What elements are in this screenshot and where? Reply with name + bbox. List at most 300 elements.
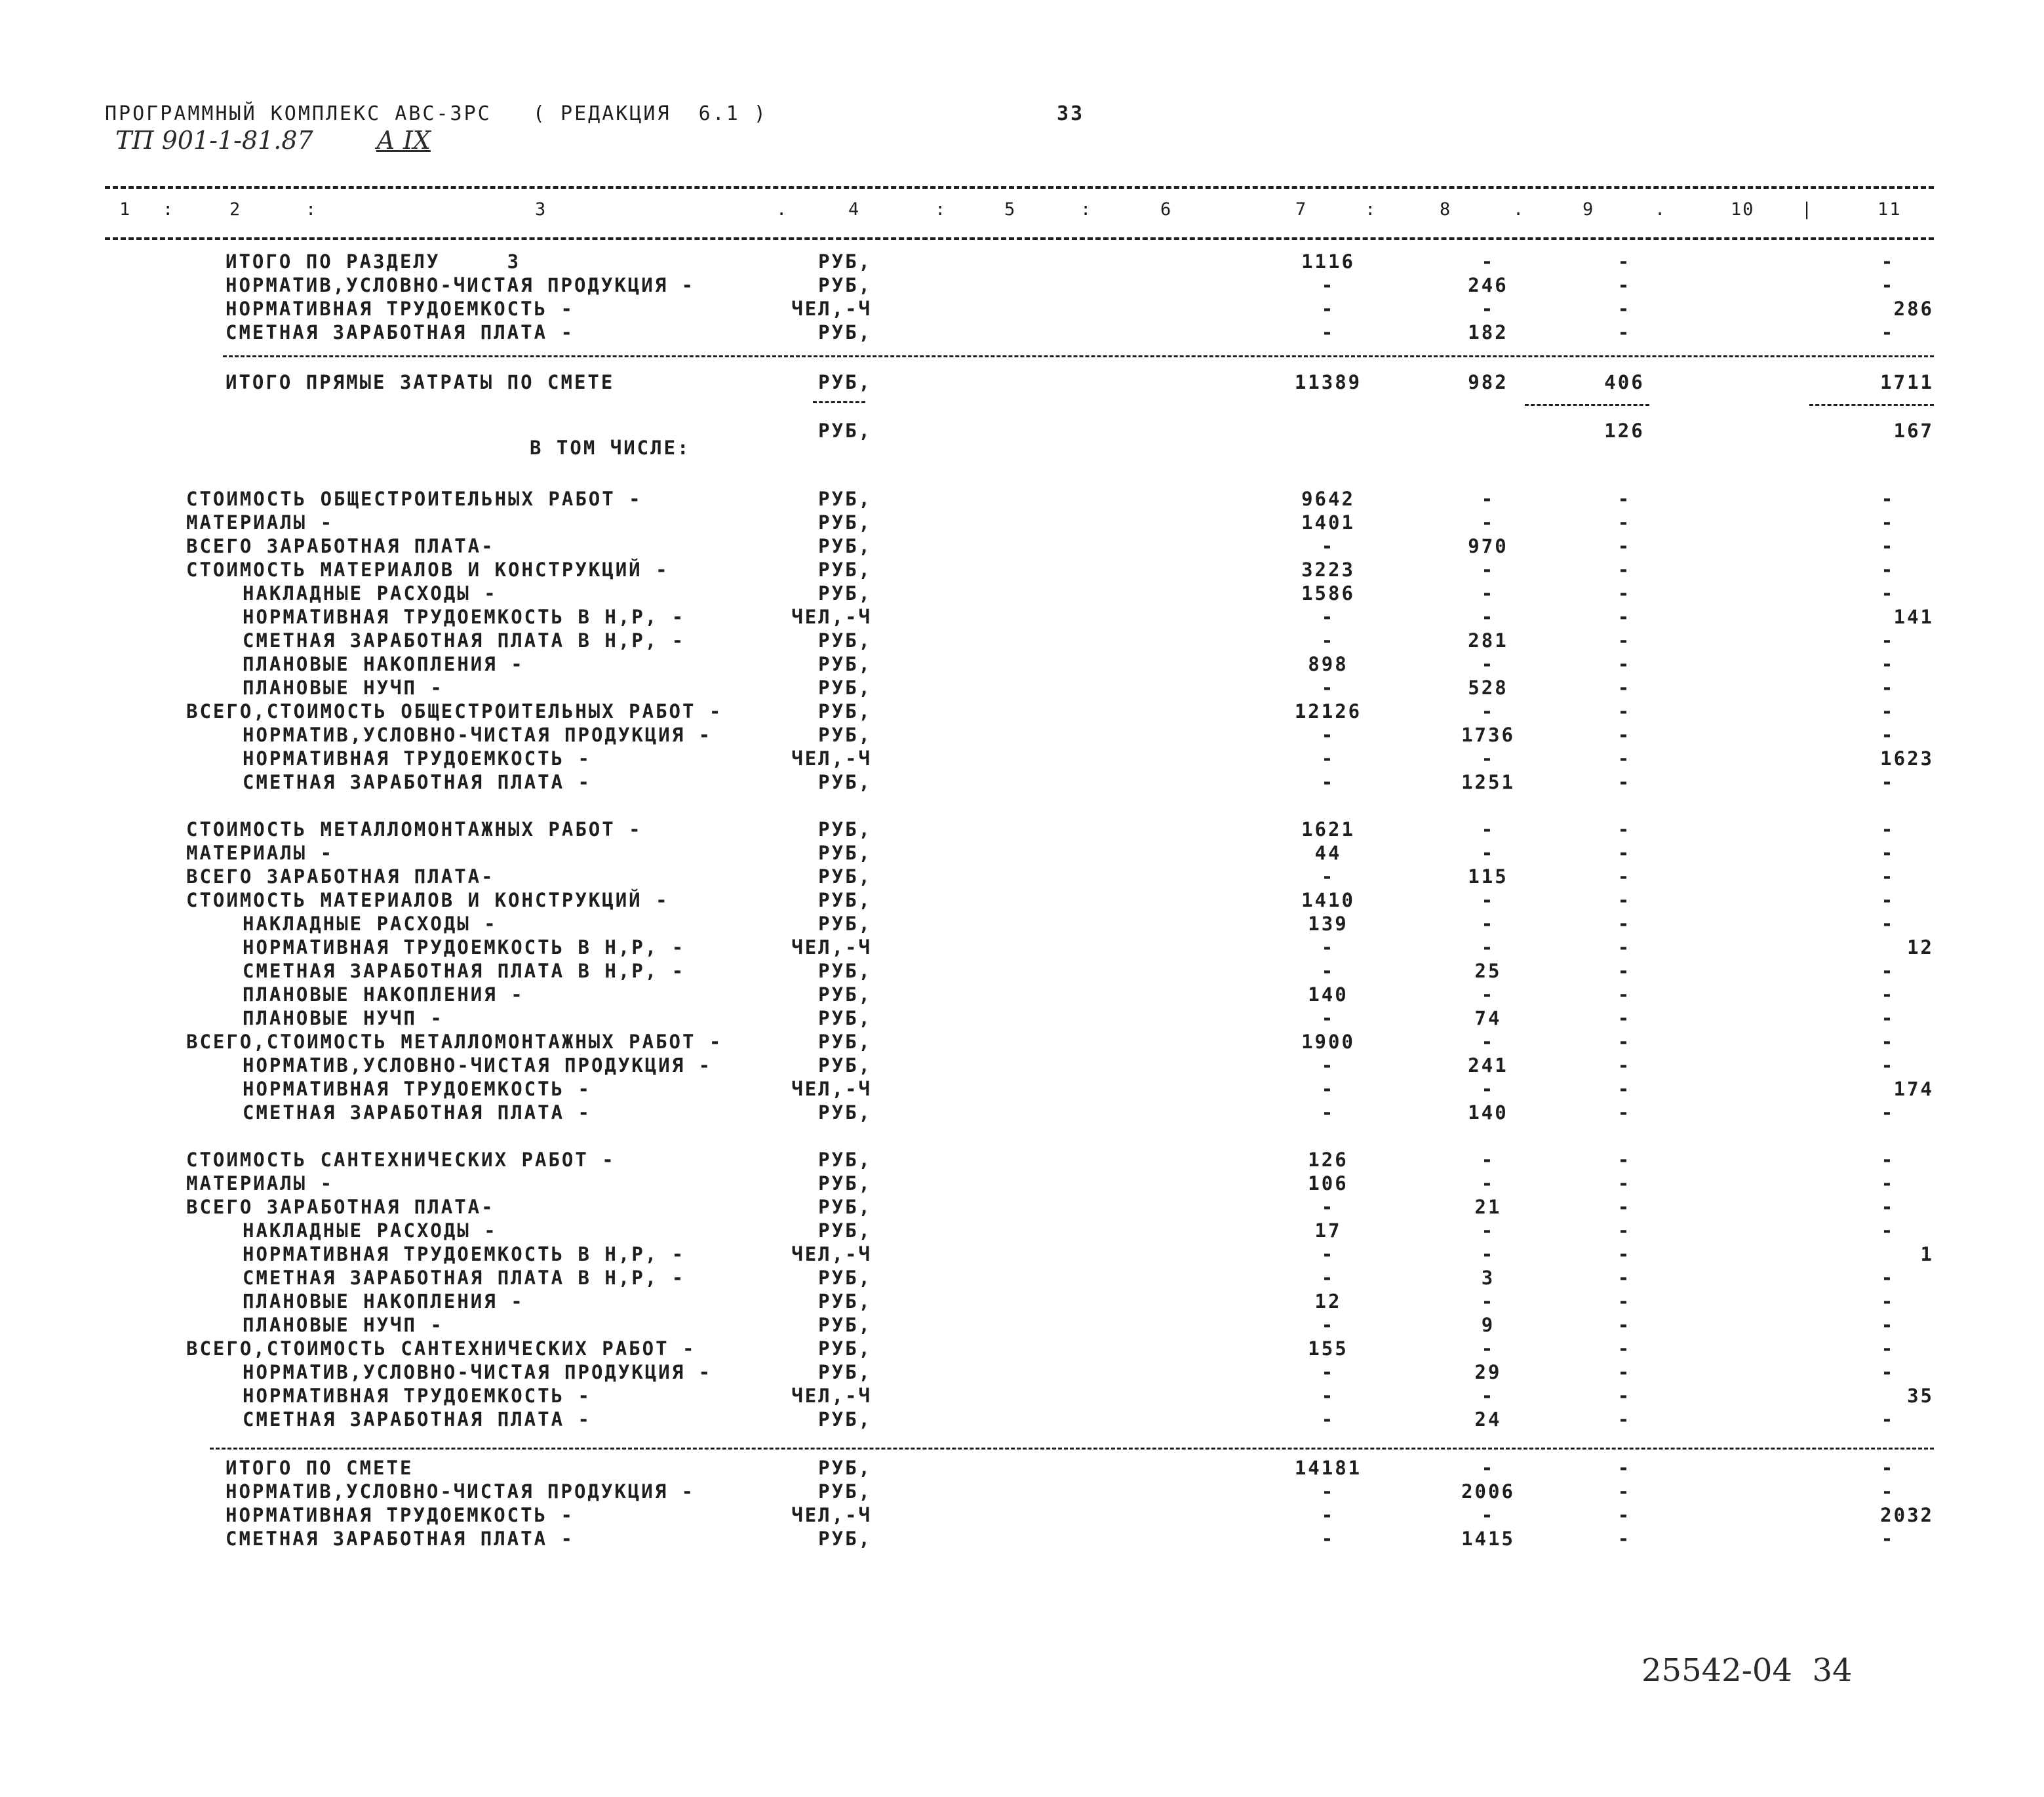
col9-value: - bbox=[1617, 629, 1632, 652]
col7-value: - bbox=[1321, 1385, 1335, 1407]
col8-value: - bbox=[1481, 913, 1495, 935]
col7-value: - bbox=[1321, 629, 1335, 652]
row-unit: РУБ, bbox=[818, 865, 872, 888]
row-label: МАТЕРИАЛЫ - bbox=[186, 1172, 334, 1195]
col9-value: 126 bbox=[1604, 420, 1645, 442]
col9-value: - bbox=[1617, 960, 1632, 982]
col7-value: - bbox=[1321, 677, 1335, 699]
row-label: НОРМАТИВНАЯ ТРУДОЕМКОСТЬ В Н,Р, - bbox=[243, 1243, 686, 1265]
col11-value: - bbox=[1881, 1480, 1895, 1503]
col8-value: 29 bbox=[1474, 1361, 1502, 1383]
column-header-cell: : bbox=[935, 199, 947, 220]
col7-value: 11389 bbox=[1294, 371, 1362, 393]
row-label: НОРМАТИВНАЯ ТРУДОЕМКОСТЬ - bbox=[243, 1078, 591, 1100]
col8-value: - bbox=[1481, 1290, 1495, 1313]
col11-value: - bbox=[1881, 1361, 1895, 1383]
col11-value: - bbox=[1881, 653, 1895, 675]
row-label: СМЕТНАЯ ЗАРАБОТНАЯ ПЛАТА - bbox=[226, 321, 574, 344]
row-label: НОРМАТИВ,УСЛОВНО-ЧИСТАЯ ПРОДУКЦИЯ - bbox=[243, 724, 713, 746]
col7-value: 1586 bbox=[1301, 582, 1355, 604]
col7-value: - bbox=[1321, 724, 1335, 746]
col7-value: 12 bbox=[1314, 1290, 1342, 1313]
column-header-cell: 4 bbox=[848, 199, 861, 220]
top-rule bbox=[105, 186, 1934, 189]
row-label: ВСЕГО ЗАРАБОТНАЯ ПЛАТА- bbox=[186, 1196, 495, 1218]
row-label: НАКЛАДНЫЕ РАСХОДЫ - bbox=[243, 913, 498, 935]
col9-value: - bbox=[1617, 913, 1632, 935]
row-unit: РУБ, bbox=[818, 1149, 872, 1171]
col9-value: - bbox=[1617, 535, 1632, 557]
col9-value: - bbox=[1617, 250, 1632, 273]
col8-value: - bbox=[1481, 511, 1495, 534]
col11-value: - bbox=[1881, 1101, 1895, 1124]
col11-value: 35 bbox=[1907, 1385, 1934, 1407]
row-label: СМЕТНАЯ ЗАРАБОТНАЯ ПЛАТА - bbox=[243, 1408, 591, 1431]
col7-value: - bbox=[1321, 1408, 1335, 1431]
col8-value: 246 bbox=[1468, 274, 1508, 296]
col11-value: - bbox=[1881, 1528, 1895, 1550]
col8-value: - bbox=[1481, 1078, 1495, 1100]
row-label: ПЛАНОВЫЕ НУЧП - bbox=[243, 1314, 444, 1336]
row-label: НОРМАТИВНАЯ ТРУДОЕМКОСТЬ В Н,Р, - bbox=[243, 936, 686, 958]
col8-value: - bbox=[1481, 1031, 1495, 1053]
col11-value: - bbox=[1881, 1172, 1895, 1195]
row-unit: РУБ, bbox=[818, 818, 872, 840]
col8-value: - bbox=[1481, 606, 1495, 628]
row-label: СТОИМОСТЬ МЕТАЛЛОМОНТАЖНЫХ РАБОТ - bbox=[186, 818, 642, 840]
col8-value: - bbox=[1481, 1219, 1495, 1242]
row-unit: ЧЕЛ,-Ч bbox=[791, 1078, 872, 1100]
col8-value: 1251 bbox=[1461, 771, 1515, 793]
row-unit: РУБ, bbox=[818, 511, 872, 534]
row-unit: РУБ, bbox=[818, 321, 872, 344]
col7-value: - bbox=[1321, 771, 1335, 793]
col11-value: - bbox=[1881, 1031, 1895, 1053]
col7-value: - bbox=[1321, 298, 1335, 320]
col9-value: - bbox=[1617, 298, 1632, 320]
row-unit: РУБ, bbox=[818, 1480, 872, 1503]
row-unit: РУБ, bbox=[818, 724, 872, 746]
row-unit: РУБ, bbox=[818, 371, 872, 393]
program-title: ПРОГРАММНЫЙ КОМПЛЕКС АВС-3РС ( РЕДАКЦИЯ 6.1 ) bbox=[105, 102, 768, 125]
col9-value: - bbox=[1617, 771, 1632, 793]
col9-value: - bbox=[1617, 1480, 1632, 1503]
row-unit: РУБ, bbox=[818, 250, 872, 273]
row-label: СМЕТНАЯ ЗАРАБОТНАЯ ПЛАТА - bbox=[243, 1101, 591, 1124]
col9-value: - bbox=[1617, 606, 1632, 628]
col11-value: - bbox=[1881, 1196, 1895, 1218]
col9-value: - bbox=[1617, 889, 1632, 911]
row-unit: РУБ, bbox=[818, 1361, 872, 1383]
col8-value: 1415 bbox=[1461, 1528, 1515, 1550]
col8-value: - bbox=[1481, 488, 1495, 510]
row-label: СМЕТНАЯ ЗАРАБОТНАЯ ПЛАТА - bbox=[243, 771, 591, 793]
column-header-cell: 11 bbox=[1877, 199, 1902, 220]
row-label: ВСЕГО ЗАРАБОТНАЯ ПЛАТА- bbox=[186, 535, 495, 557]
col8-value: 74 bbox=[1474, 1007, 1502, 1029]
col11-value: - bbox=[1881, 535, 1895, 557]
row-label: НАКЛАДНЫЕ РАСХОДЫ - bbox=[243, 582, 498, 604]
row-label: ПЛАНОВЫЕ НУЧП - bbox=[243, 1007, 444, 1029]
row-unit: РУБ, bbox=[818, 1196, 872, 1218]
col7-value: - bbox=[1321, 865, 1335, 888]
col8-value: 25 bbox=[1474, 960, 1502, 982]
row-unit: РУБ, bbox=[818, 1337, 872, 1360]
col9-value: - bbox=[1617, 1290, 1632, 1313]
col7-value: 898 bbox=[1308, 653, 1348, 675]
row-label: ВСЕГО,СТОИМОСТЬ ОБЩЕСТРОИТЕЛЬНЫХ РАБОТ - bbox=[186, 700, 723, 722]
col9-value: - bbox=[1617, 653, 1632, 675]
col11-value: - bbox=[1881, 1290, 1895, 1313]
row-unit: ЧЕЛ,-Ч bbox=[791, 606, 872, 628]
col9-value: - bbox=[1617, 1504, 1632, 1526]
col11-value: - bbox=[1881, 771, 1895, 793]
col11-value: 12 bbox=[1907, 936, 1934, 958]
col7-value: 1401 bbox=[1301, 511, 1355, 534]
column-header-cell: | bbox=[1801, 199, 1814, 220]
subheading: В ТОМ ЧИСЛЕ: bbox=[530, 437, 691, 459]
col7-value: - bbox=[1321, 1267, 1335, 1289]
col11-value: - bbox=[1881, 1337, 1895, 1360]
column-header-cell: 9 bbox=[1582, 199, 1595, 220]
col7-value: - bbox=[1321, 535, 1335, 557]
row-label: ВСЕГО,СТОИМОСТЬ МЕТАЛЛОМОНТАЖНЫХ РАБОТ - bbox=[186, 1031, 723, 1053]
col8-value: - bbox=[1481, 700, 1495, 722]
col11-value: - bbox=[1881, 629, 1895, 652]
column-header-cell: 8 bbox=[1440, 199, 1452, 220]
column-header-cell: 1 bbox=[119, 199, 132, 220]
underline-col11 bbox=[1809, 404, 1934, 406]
row-unit: РУБ, bbox=[818, 582, 872, 604]
row-unit: РУБ, bbox=[818, 771, 872, 793]
row-unit: РУБ, bbox=[818, 700, 872, 722]
col8-value: - bbox=[1481, 1172, 1495, 1195]
row-unit: ЧЕЛ,-Ч bbox=[791, 1385, 872, 1407]
col11-value: - bbox=[1881, 321, 1895, 344]
col9-value: - bbox=[1617, 321, 1632, 344]
row-label: НОРМАТИВ,УСЛОВНО-ЧИСТАЯ ПРОДУКЦИЯ - bbox=[226, 274, 696, 296]
col7-value: - bbox=[1321, 1007, 1335, 1029]
col8-value: - bbox=[1481, 250, 1495, 273]
col11-value: - bbox=[1881, 1149, 1895, 1171]
col9-value: - bbox=[1617, 1101, 1632, 1124]
row-unit: РУБ, bbox=[818, 889, 872, 911]
col11-value: - bbox=[1881, 250, 1895, 273]
col7-value: - bbox=[1321, 1078, 1335, 1100]
row-label: СМЕТНАЯ ЗАРАБОТНАЯ ПЛАТА В Н,Р, - bbox=[243, 629, 686, 652]
row-label: ПЛАНОВЫЕ НАКОПЛЕНИЯ - bbox=[243, 1290, 524, 1313]
col8-value: 982 bbox=[1468, 371, 1508, 393]
col8-value: - bbox=[1481, 1457, 1495, 1479]
col7-value: - bbox=[1321, 936, 1335, 958]
col11-value: - bbox=[1881, 889, 1895, 911]
col7-value: - bbox=[1321, 960, 1335, 982]
col7-value: - bbox=[1321, 1054, 1335, 1076]
col11-value: - bbox=[1881, 1219, 1895, 1242]
col11-value: - bbox=[1881, 818, 1895, 840]
col9-value: - bbox=[1617, 559, 1632, 581]
col8-value: - bbox=[1481, 983, 1495, 1006]
column-header-cell: 6 bbox=[1160, 199, 1173, 220]
row-unit: ЧЕЛ,-Ч bbox=[791, 298, 872, 320]
col7-value: - bbox=[1321, 1243, 1335, 1265]
col11-value: 1 bbox=[1920, 1243, 1934, 1265]
row-unit: РУБ, bbox=[818, 913, 872, 935]
column-header-cell: : bbox=[1080, 199, 1093, 220]
page-number: 33 bbox=[1057, 102, 1085, 125]
row-unit: РУБ, bbox=[818, 1528, 872, 1550]
col8-value: 21 bbox=[1474, 1196, 1502, 1218]
col8-value: - bbox=[1481, 582, 1495, 604]
row-label: ПЛАНОВЫЕ НУЧП - bbox=[243, 677, 444, 699]
col9-value: - bbox=[1617, 724, 1632, 746]
col11-value: - bbox=[1881, 724, 1895, 746]
row-unit: РУБ, bbox=[818, 629, 872, 652]
row-unit: РУБ, bbox=[818, 960, 872, 982]
col9-value: - bbox=[1617, 1078, 1632, 1100]
col11-value: - bbox=[1881, 582, 1895, 604]
row-label: СТОИМОСТЬ МАТЕРИАЛОВ И КОНСТРУКЦИЙ - bbox=[186, 559, 669, 581]
col7-value: - bbox=[1321, 321, 1335, 344]
row-unit: РУБ, bbox=[818, 1267, 872, 1289]
col11-value: - bbox=[1881, 1007, 1895, 1029]
col9-value: - bbox=[1617, 274, 1632, 296]
col8-value: 241 bbox=[1468, 1054, 1508, 1076]
row-label: НОРМАТИВНАЯ ТРУДОЕМКОСТЬ - bbox=[226, 298, 574, 320]
col9-value: - bbox=[1617, 1031, 1632, 1053]
col7-value: 155 bbox=[1308, 1337, 1348, 1360]
row-unit: РУБ, bbox=[818, 1031, 872, 1053]
col8-value: 1736 bbox=[1461, 724, 1515, 746]
column-header-cell: 3 bbox=[535, 199, 547, 220]
row-label: ВСЕГО ЗАРАБОТНАЯ ПЛАТА- bbox=[186, 865, 495, 888]
column-header-cell: . bbox=[1655, 199, 1667, 220]
col9-value: - bbox=[1617, 1149, 1632, 1171]
col8-value: - bbox=[1481, 842, 1495, 864]
col11-value: - bbox=[1881, 700, 1895, 722]
col11-value: 141 bbox=[1893, 606, 1934, 628]
col7-value: - bbox=[1321, 1196, 1335, 1218]
col8-value: 115 bbox=[1468, 865, 1508, 888]
col7-value: 126 bbox=[1308, 1149, 1348, 1171]
col8-value: 3 bbox=[1481, 1267, 1495, 1289]
col11-value: 2032 bbox=[1880, 1504, 1934, 1526]
col11-value: - bbox=[1881, 1457, 1895, 1479]
col11-value: - bbox=[1881, 865, 1895, 888]
col8-value: - bbox=[1481, 1149, 1495, 1171]
col7-value: - bbox=[1321, 1480, 1335, 1503]
col7-value: 17 bbox=[1314, 1219, 1342, 1242]
col11-value: - bbox=[1881, 1314, 1895, 1336]
col11-value: - bbox=[1881, 559, 1895, 581]
col9-value: - bbox=[1617, 1408, 1632, 1431]
col9-value: - bbox=[1617, 1054, 1632, 1076]
row-unit: РУБ, bbox=[818, 1314, 872, 1336]
row-unit: РУБ, bbox=[818, 677, 872, 699]
col11-value: - bbox=[1881, 677, 1895, 699]
row-unit: РУБ, bbox=[818, 1290, 872, 1313]
row-unit: РУБ, bbox=[818, 535, 872, 557]
row-label: НАКЛАДНЫЕ РАСХОДЫ - bbox=[243, 1219, 498, 1242]
col9-value: - bbox=[1617, 1337, 1632, 1360]
col7-value: 9642 bbox=[1301, 488, 1355, 510]
row-label: СТОИМОСТЬ МАТЕРИАЛОВ И КОНСТРУКЦИЙ - bbox=[186, 889, 669, 911]
row-unit: РУБ, bbox=[818, 1219, 872, 1242]
col9-value: - bbox=[1617, 1219, 1632, 1242]
row-unit: РУБ, bbox=[818, 653, 872, 675]
col9-value: - bbox=[1617, 1172, 1632, 1195]
col7-value: 140 bbox=[1308, 983, 1348, 1006]
col11-value: - bbox=[1881, 1054, 1895, 1076]
column-header-cell: 7 bbox=[1295, 199, 1308, 220]
col7-value: 12126 bbox=[1294, 700, 1362, 722]
col8-value: - bbox=[1481, 818, 1495, 840]
row-unit: ЧЕЛ,-Ч bbox=[791, 1243, 872, 1265]
column-header-cell: 2 bbox=[229, 199, 242, 220]
row-label: СМЕТНАЯ ЗАРАБОТНАЯ ПЛАТА В Н,Р, - bbox=[243, 1267, 686, 1289]
col9-value: - bbox=[1617, 1361, 1632, 1383]
col11-value: - bbox=[1881, 488, 1895, 510]
row-unit: РУБ, bbox=[818, 1054, 872, 1076]
col7-value: 44 bbox=[1314, 842, 1342, 864]
col9-value: - bbox=[1617, 582, 1632, 604]
col7-value: 1410 bbox=[1301, 889, 1355, 911]
col9-value: - bbox=[1617, 747, 1632, 770]
col7-value: 1621 bbox=[1301, 818, 1355, 840]
col7-value: - bbox=[1321, 1314, 1335, 1336]
col8-value: - bbox=[1481, 1504, 1495, 1526]
col7-value: 139 bbox=[1308, 913, 1348, 935]
column-header-cell: 10 bbox=[1731, 199, 1755, 220]
col9-value: - bbox=[1617, 488, 1632, 510]
col7-value: - bbox=[1321, 606, 1335, 628]
col9-value: - bbox=[1617, 511, 1632, 534]
col7-value: 14181 bbox=[1294, 1457, 1362, 1479]
col11-value: - bbox=[1881, 842, 1895, 864]
column-header-cell: : bbox=[305, 199, 318, 220]
col7-value: - bbox=[1321, 747, 1335, 770]
col8-value: 2006 bbox=[1461, 1480, 1515, 1503]
col8-value: - bbox=[1481, 1243, 1495, 1265]
row-label: НОРМАТИВ,УСЛОВНО-ЧИСТАЯ ПРОДУКЦИЯ - bbox=[226, 1480, 696, 1503]
col11-value: - bbox=[1881, 274, 1895, 296]
col11-value: - bbox=[1881, 983, 1895, 1006]
col9-value: - bbox=[1617, 842, 1632, 864]
col7-value: 1900 bbox=[1301, 1031, 1355, 1053]
col7-value: 3223 bbox=[1301, 559, 1355, 581]
col11-value: 286 bbox=[1893, 298, 1934, 320]
row-label: НОРМАТИВНАЯ ТРУДОЕМКОСТЬ В Н,Р, - bbox=[243, 606, 686, 628]
row-label: ВСЕГО,СТОИМОСТЬ САНТЕХНИЧЕСКИХ РАБОТ - bbox=[186, 1337, 696, 1360]
col7-value: - bbox=[1321, 1504, 1335, 1526]
album-number: А IX bbox=[376, 126, 431, 155]
col8-value: 140 bbox=[1468, 1101, 1508, 1124]
col9-value: - bbox=[1617, 700, 1632, 722]
col11-value: - bbox=[1881, 913, 1895, 935]
row-label: МАТЕРИАЛЫ - bbox=[186, 842, 334, 864]
col11-value: 174 bbox=[1893, 1078, 1934, 1100]
project-code: ТП 901-1-81.87 bbox=[115, 126, 313, 155]
col9-value: - bbox=[1617, 983, 1632, 1006]
col8-value: 970 bbox=[1468, 535, 1508, 557]
row-unit: РУБ, bbox=[818, 1007, 872, 1029]
col8-value: 24 bbox=[1474, 1408, 1502, 1431]
col7-value: - bbox=[1321, 274, 1335, 296]
row-unit: ЧЕЛ,-Ч bbox=[791, 1504, 872, 1526]
col8-value: - bbox=[1481, 889, 1495, 911]
col8-value: - bbox=[1481, 298, 1495, 320]
column-header-cell: : bbox=[1365, 199, 1377, 220]
column-header-cell: . bbox=[1513, 199, 1525, 220]
col9-value: 406 bbox=[1604, 371, 1645, 393]
col8-value: - bbox=[1481, 559, 1495, 581]
col9-value: - bbox=[1617, 1007, 1632, 1029]
section-rule-2 bbox=[210, 1448, 1934, 1450]
row-unit: РУБ, bbox=[818, 983, 872, 1006]
col9-value: - bbox=[1617, 1385, 1632, 1407]
column-header-cell: 5 bbox=[1004, 199, 1017, 220]
row-unit: РУБ, bbox=[818, 274, 872, 296]
row-label: МАТЕРИАЛЫ - bbox=[186, 511, 334, 534]
row-unit: ЧЕЛ,-Ч bbox=[791, 936, 872, 958]
row-label: НОРМАТИВНАЯ ТРУДОЕМКОСТЬ - bbox=[226, 1504, 574, 1526]
col9-value: - bbox=[1617, 936, 1632, 958]
col11-value: - bbox=[1881, 960, 1895, 982]
section-rule-1 bbox=[223, 355, 1934, 357]
row-unit: РУБ, bbox=[818, 1408, 872, 1431]
row-label: ПЛАНОВЫЕ НАКОПЛЕНИЯ - bbox=[243, 653, 524, 675]
row-unit: РУБ, bbox=[818, 420, 872, 442]
col7-value: 106 bbox=[1308, 1172, 1348, 1195]
row-unit: РУБ, bbox=[818, 488, 872, 510]
col8-value: 182 bbox=[1468, 321, 1508, 344]
col11-value: 167 bbox=[1893, 420, 1934, 442]
row-label: СМЕТНАЯ ЗАРАБОТНАЯ ПЛАТА В Н,Р, - bbox=[243, 960, 686, 982]
col9-value: - bbox=[1617, 1267, 1632, 1289]
col7-value: - bbox=[1321, 1528, 1335, 1550]
row-unit: РУБ, bbox=[818, 1172, 872, 1195]
col9-value: - bbox=[1617, 865, 1632, 888]
header-bottom-rule bbox=[105, 237, 1934, 240]
row-unit: РУБ, bbox=[818, 1101, 872, 1124]
col7-value: 1116 bbox=[1301, 250, 1355, 273]
col8-value: - bbox=[1481, 747, 1495, 770]
col8-value: - bbox=[1481, 936, 1495, 958]
row-label: ИТОГО ПРЯМЫЕ ЗАТРАТЫ ПО СМЕТЕ bbox=[226, 371, 615, 393]
row-label: СМЕТНАЯ ЗАРАБОТНАЯ ПЛАТА - bbox=[226, 1528, 574, 1550]
handwritten-sheet-number: 25542-04 34 bbox=[1641, 1652, 1853, 1689]
col7-value: - bbox=[1321, 1361, 1335, 1383]
col8-value: 528 bbox=[1468, 677, 1508, 699]
row-label: СТОИМОСТЬ ОБЩЕСТРОИТЕЛЬНЫХ РАБОТ - bbox=[186, 488, 642, 510]
row-label: ПЛАНОВЫЕ НАКОПЛЕНИЯ - bbox=[243, 983, 524, 1006]
col9-value: - bbox=[1617, 1314, 1632, 1336]
row-label: ИТОГО ПО РАЗДЕЛУ 3 bbox=[226, 250, 521, 273]
col11-value: - bbox=[1881, 511, 1895, 534]
row-unit: РУБ, bbox=[818, 1457, 872, 1479]
col8-value: - bbox=[1481, 653, 1495, 675]
row-unit: РУБ, bbox=[818, 559, 872, 581]
row-label: НОРМАТИВНАЯ ТРУДОЕМКОСТЬ - bbox=[243, 1385, 591, 1407]
col11-value: 1711 bbox=[1880, 371, 1934, 393]
col9-value: - bbox=[1617, 1196, 1632, 1218]
col8-value: - bbox=[1481, 1337, 1495, 1360]
row-label: ИТОГО ПО СМЕТЕ bbox=[226, 1457, 414, 1479]
row-unit: ЧЕЛ,-Ч bbox=[791, 747, 872, 770]
underline-unit bbox=[813, 401, 865, 403]
row-label: СТОИМОСТЬ САНТЕХНИЧЕСКИХ РАБОТ - bbox=[186, 1149, 616, 1171]
col11-value: - bbox=[1881, 1408, 1895, 1431]
